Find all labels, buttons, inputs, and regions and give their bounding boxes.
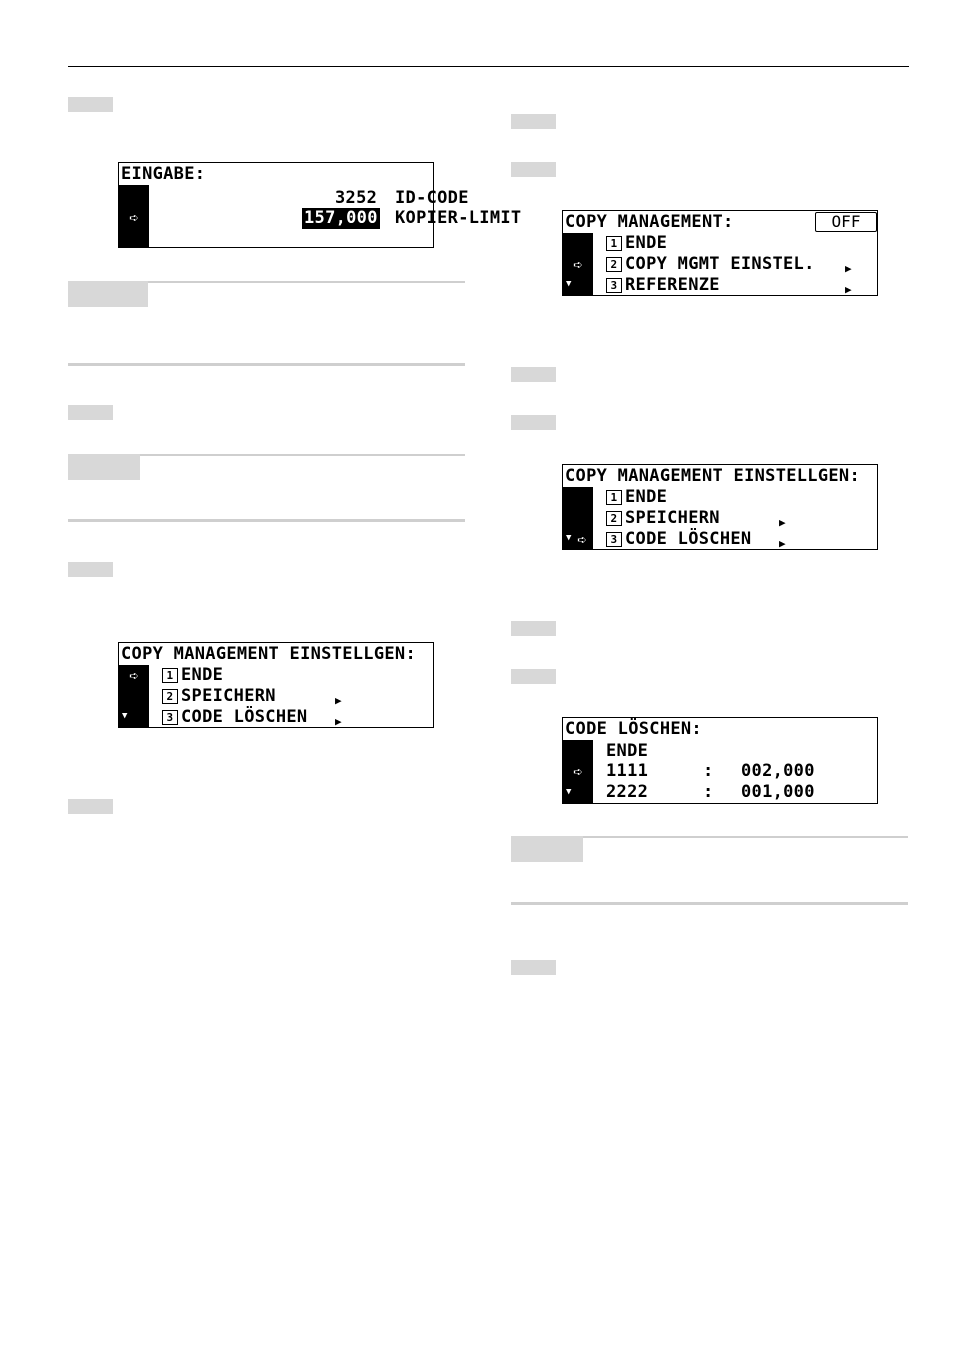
scroll-down-icon: ▼ [566, 533, 572, 543]
step-tab [68, 562, 113, 577]
menu-item-ende [606, 233, 667, 254]
menu-item-label: CODE LÖSCHEN [625, 529, 752, 549]
lcd-copy-management [562, 210, 878, 296]
step-tab [68, 405, 113, 420]
menu-item-ende [606, 487, 667, 508]
number-box-icon: 3 [606, 278, 622, 293]
step-tab [511, 415, 556, 430]
menu-item-label: COPY MGMT EINSTEL. [625, 254, 815, 274]
note-end-rule [68, 363, 465, 366]
step-tab [511, 621, 556, 636]
note-tab [68, 281, 148, 307]
cursor-arrow-icon: ➪ [573, 762, 583, 781]
menu-item-label: ENDE [625, 487, 668, 507]
submenu-triangle-icon: ▶ [779, 516, 786, 529]
menu-item-label: SPEICHERN [181, 686, 276, 706]
code-separator: : [703, 782, 714, 802]
cursor-arrow-icon: ➪ [129, 208, 139, 227]
lcd-eingabe [118, 162, 522, 248]
code-2222: 2222 [606, 782, 649, 802]
menu-item-label: ENDE [181, 665, 224, 685]
submenu-triangle-icon: ▶ [845, 262, 852, 275]
scroll-down-icon: ▼ [566, 787, 572, 797]
menu-item-speichern [162, 686, 276, 707]
number-box-icon: 1 [606, 490, 622, 505]
lcd-copy-management-einstellgen-2 [562, 464, 878, 550]
number-box-icon: 3 [606, 532, 622, 547]
cursor-arrow-icon: ➪ [129, 666, 139, 685]
number-box-icon: 3 [162, 710, 178, 725]
menu-item-label: SPEICHERN [625, 508, 720, 528]
list-item-ende: ENDE [606, 741, 649, 761]
note-end-rule [68, 519, 465, 522]
menu-item-code-loeschen [606, 529, 751, 550]
cursor-arrow-icon: ➪ [577, 530, 587, 549]
lcd-title: CODE LÖSCHEN: [565, 719, 702, 739]
lcd-title: COPY MANAGEMENT EINSTELLGEN: [121, 644, 416, 664]
lcd-copy-management-einstellgen [118, 642, 434, 728]
number-box-icon: 2 [162, 689, 178, 704]
code-limit-value: 001,000 [741, 782, 815, 802]
number-box-icon: 1 [162, 668, 178, 683]
menu-item-code-loeschen [162, 707, 307, 728]
cursor-arrow-icon: ➪ [573, 255, 583, 274]
id-code-label: ID-CODE [395, 188, 469, 208]
step-tab [511, 114, 556, 129]
scroll-down-icon: ▼ [122, 711, 128, 721]
menu-item-referenze [606, 275, 720, 296]
menu-item-speichern [606, 508, 720, 529]
note-end-rule [511, 902, 908, 905]
submenu-triangle-icon: ▶ [845, 283, 852, 296]
menu-item-label: CODE LÖSCHEN [181, 707, 308, 727]
number-box-icon: 1 [606, 236, 622, 251]
submenu-triangle-icon: ▶ [335, 694, 342, 707]
step-tab [68, 799, 113, 814]
menu-item-copy-mgmt-einstel [606, 254, 815, 275]
scroll-down-icon: ▼ [566, 279, 572, 289]
step-tab [511, 960, 556, 975]
step-tab [68, 97, 113, 112]
kopier-limit-value: 157,000 [304, 208, 378, 228]
step-tab [511, 367, 556, 382]
status-off-badge: OFF [815, 212, 877, 232]
number-box-icon: 2 [606, 511, 622, 526]
lcd-title: COPY MANAGEMENT: [565, 212, 734, 232]
step-tab [511, 669, 556, 684]
note-tab [511, 836, 583, 862]
submenu-triangle-icon: ▶ [335, 715, 342, 728]
number-box-icon: 2 [606, 257, 622, 272]
lcd-title: EINGABE: [121, 164, 206, 184]
code-limit-value: 002,000 [741, 761, 815, 781]
code-1111: 1111 [606, 761, 649, 781]
lcd-title: COPY MANAGEMENT EINSTELLGEN: [565, 466, 860, 486]
kopier-limit-label: KOPIER-LIMIT [395, 208, 522, 228]
code-separator: : [703, 761, 714, 781]
note-tab [68, 454, 140, 480]
page-top-rule [68, 66, 909, 67]
lcd-code-loeschen [562, 717, 878, 804]
menu-item-ende [162, 665, 223, 686]
submenu-triangle-icon: ▶ [779, 537, 786, 550]
step-tab [511, 162, 556, 177]
menu-item-label: REFERENZE [625, 275, 720, 295]
id-code-value: 3252 [335, 188, 378, 208]
menu-item-label: ENDE [625, 233, 668, 253]
